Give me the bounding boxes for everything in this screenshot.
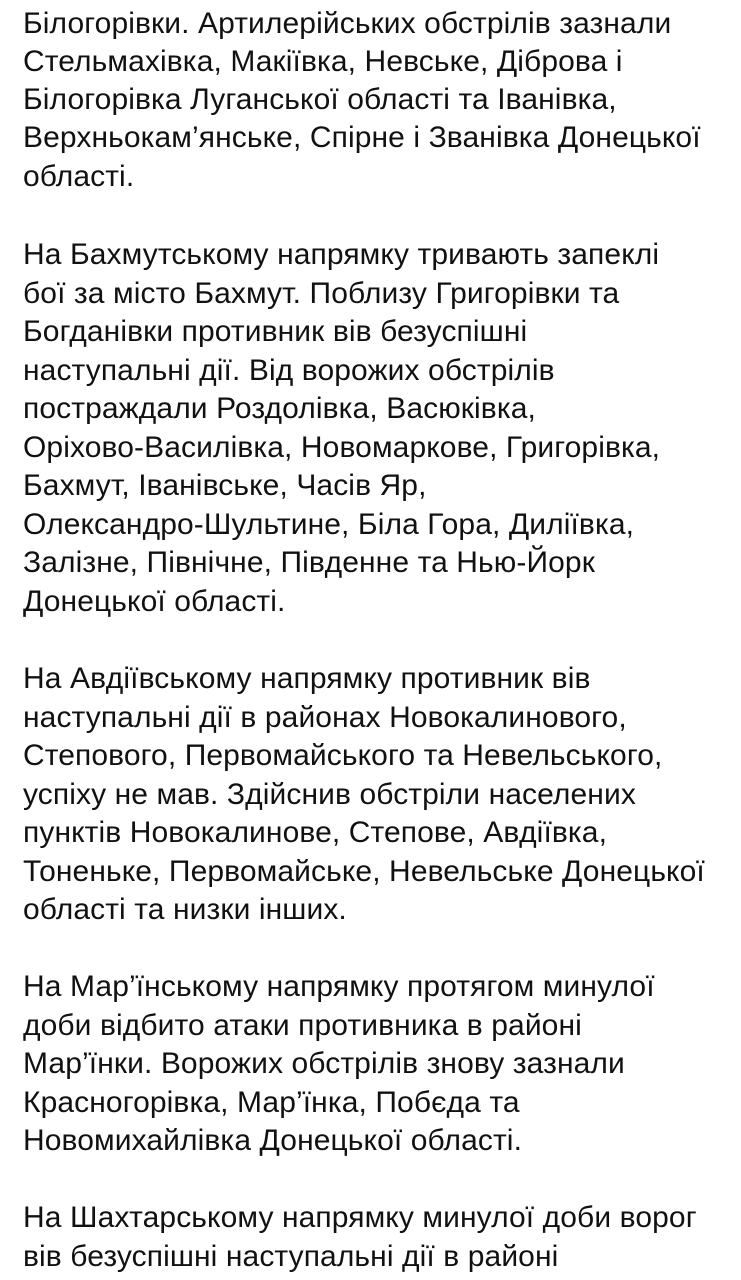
text-line: Донецької області. — [23, 585, 286, 618]
text-line: Білогорівки. Артилерійських обстрілів зазнали — [23, 7, 672, 40]
text-line: Стельмахівка, Макіївка, Невське, Діброва і — [23, 45, 623, 78]
text-line: На Авдіївському напрямку противник вів — [23, 662, 591, 695]
text-line: На Мар’їнському напрямку протягом минулої — [23, 970, 655, 1003]
text-line: Степового, Первомайського та Невельського, — [23, 739, 663, 772]
text-line: доби відбито атаки противника в районі — [23, 1009, 582, 1042]
text-line: На Шахтарському напрямку минулої доби ворог — [23, 1201, 697, 1234]
text-line: наступальні дії в районах Новокалинового, — [23, 701, 627, 734]
text-line: пунктів Новокалинове, Степове, Авдіївка, — [23, 816, 608, 849]
text-line: На Бахмутському напрямку тривають запеклі — [23, 238, 660, 271]
text-line: області та низки інших. — [23, 893, 347, 926]
text-line: Бахмут, Іванівське, Часів Яр, — [23, 469, 427, 502]
text-line: Верхньокам’янське, Спірне і Званівка Донецької — [23, 121, 701, 154]
text-line: Тоненьке, Первомайське, Невельське Донецької — [23, 855, 705, 888]
text-line: Олександро-Шультине, Біла Гора, Диліївка, — [23, 508, 635, 541]
text-line: Залізне, Північне, Південне та Нью-Йорк — [23, 546, 595, 579]
text-line: Білогорівка Луганської області та Іванівка, — [23, 83, 617, 116]
text-line: Новомихайлівка Донецької області. — [23, 1124, 523, 1157]
text-line: вів безуспішні наступальні дії в районі — [23, 1240, 559, 1273]
text-line: області. — [23, 160, 135, 193]
text-line: Богданівки противник вів безуспішні — [23, 315, 528, 348]
text-line: успіху не мав. Здійснив обстріли населених — [23, 778, 636, 811]
text-line: наступальні дії. Від ворожих обстрілів — [23, 354, 555, 387]
text-line: Оріхово-Василівка, Новомаркове, Григорівка, — [23, 431, 661, 464]
text-line: Красногорівка, Мар’їнка, Побєда та — [23, 1086, 520, 1119]
text-line: Мар’їнки. Ворожих обстрілів знову зазнали — [23, 1047, 625, 1080]
text-line: бої за місто Бахмут. Поблизу Григорівки та — [23, 277, 620, 310]
text-line: постраждали Роздолівка, Васюківка, — [23, 392, 536, 425]
